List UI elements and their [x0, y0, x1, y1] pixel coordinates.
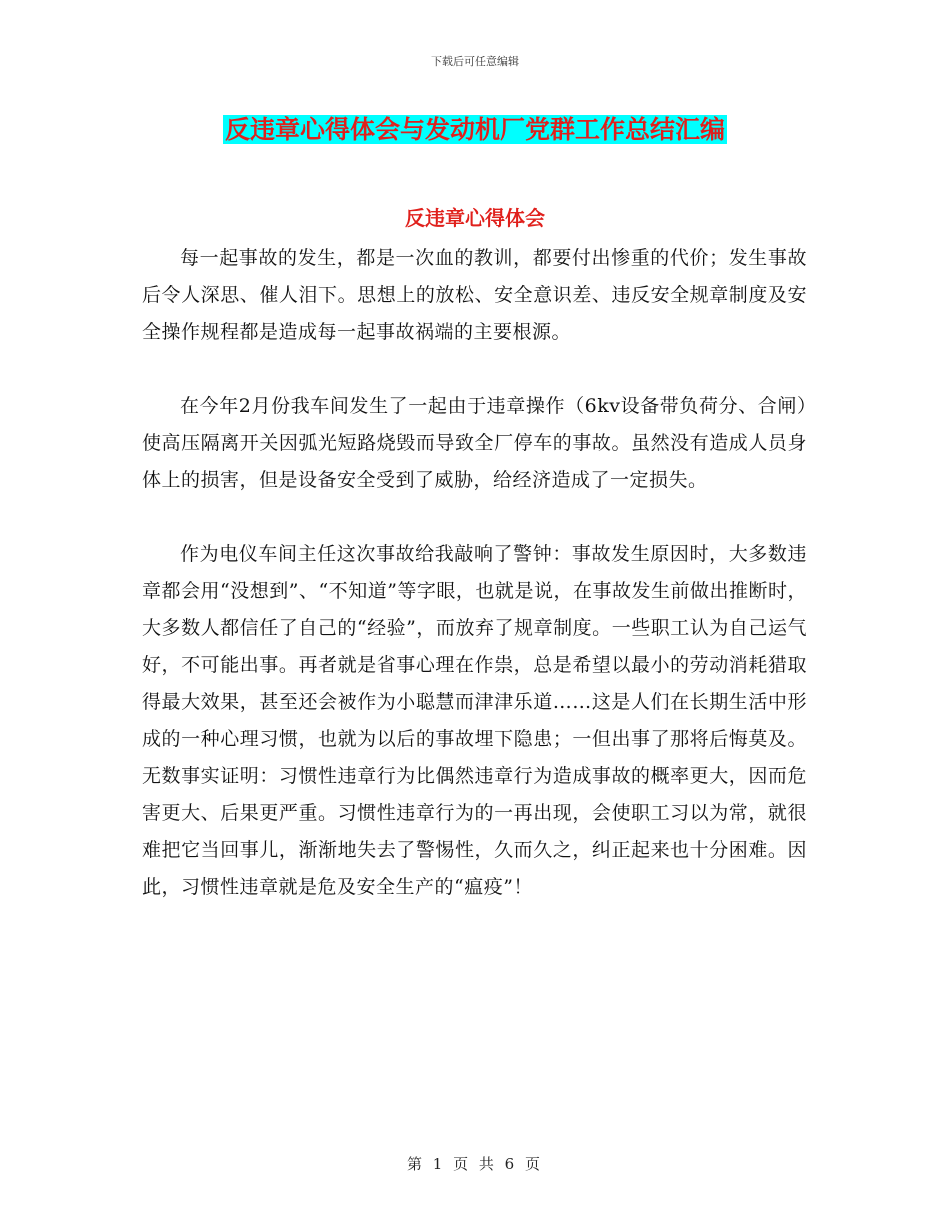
header-note: 下载后可任意编辑: [431, 55, 519, 68]
page-number-footer: 第 1 页 共 6 页: [407, 1155, 543, 1173]
section-title: 反违章心得体会: [405, 206, 545, 230]
main-title-highlight: 反违章心得体会与发动机厂党群工作总结汇编: [224, 115, 725, 144]
paragraph-2: 在今年2月份我车间发生了一起由于违章操作（6kv设备带负荷分、合闸）使高压隔离开关因弧光短路烧毁而导致全厂停车的事故。虽然没有造成人员身体上的损害，但是设备安全受到了威胁，给经济造成了一定损失。: [142, 395, 807, 491]
document-main-title: [0, 113, 950, 147]
paragraph-1: 每一起事故的发生，都是一次血的教训，都要付出惨重的代价；发生事故后令人深思、催人泪下。思想上的放松、安全意识差、违反安全规章制度及安全操作规程都是造成每一起事故祸端的主要根源。: [142, 247, 807, 343]
paragraph-3: 作为电仪车间主任这次事故给我敲响了警钟：事故发生原因时，大多数违章都会用“没想到”、“不知道”等字眼，也就是说，在事故发生前做出推断时，大多数人都信任了自己的“经验”，而放弃了规章制度。一些职工认为自己运气好，不可能出事。再者就是省事心理在作祟，总是希望以最小的劳动消耗猎取得最大效果，甚至还会被作为小聪慧而津津乐道……这是人们在长期生活中形成的一种心理习惯，也就为以后的事故埋下隐患；一但出事了那将后悔莫及。无数事实证明：习惯性违章行为比偶然违章行为造成事故的概率更大，因而危害更大、后果更严重。习惯性违章行为的一再出现，会使职工习以为常，就很难把它当回事儿，渐渐地失去了警惕性，久而久之，纠正起来也十分困难。因此，习惯性违章就是危及安全生产的“瘟疫”！: [142, 543, 807, 898]
document-body: [142, 240, 807, 906]
